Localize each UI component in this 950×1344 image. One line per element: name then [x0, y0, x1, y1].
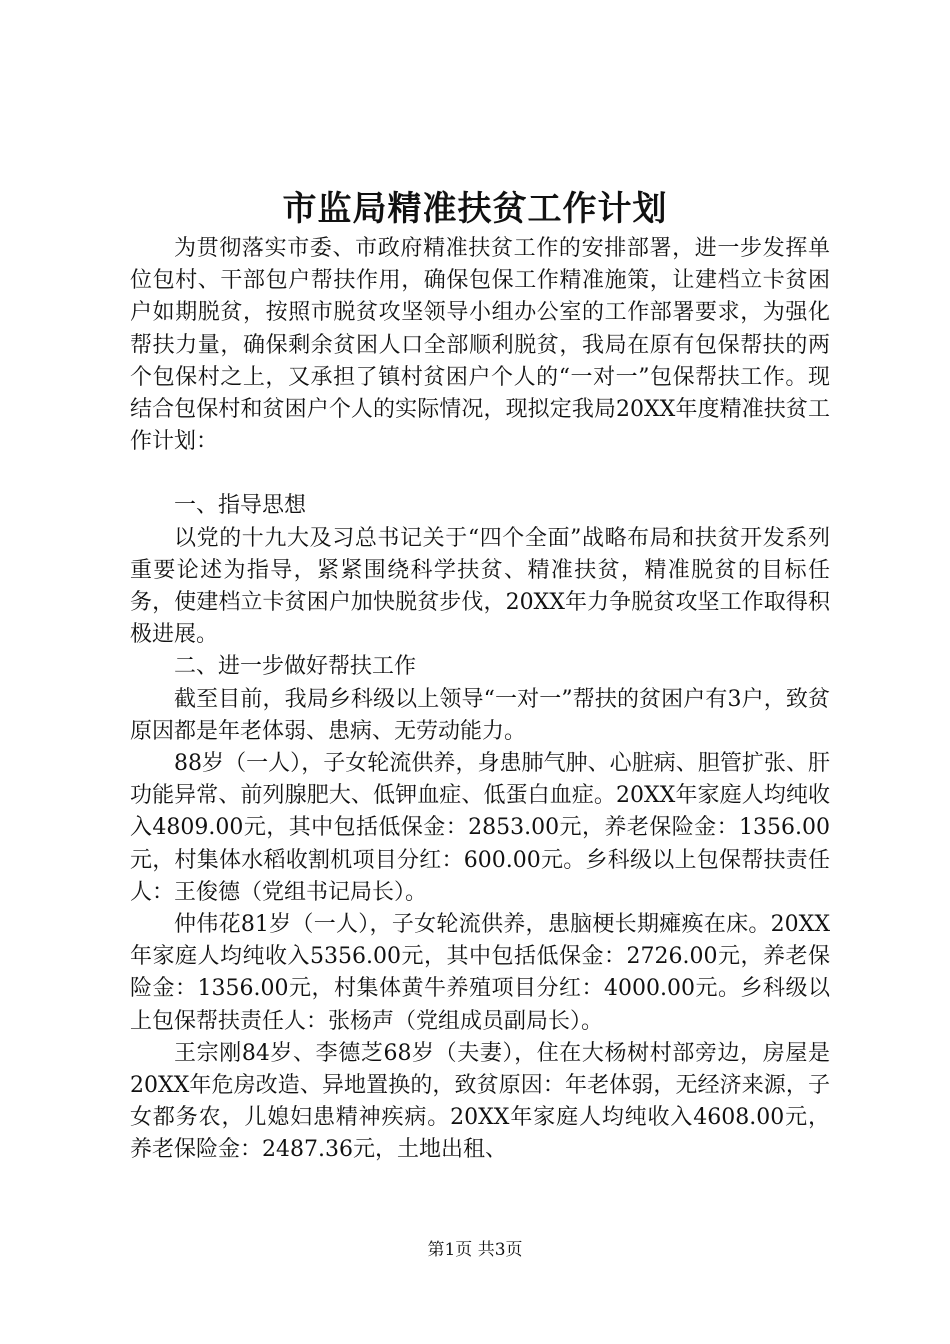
intro-paragraph: 为贯彻落实市委、市政府精准扶贫工作的安排部署，进一步发挥单位包村、干部包户帮扶作用，确保包保工作精准施策，让建档立卡贫困户如期脱贫，按照市脱贫攻坚领导小组办公室的工作部署要求，为强化帮扶力量，确保剩余贫困人口全部顺利脱贫，我局在原有包保帮扶的两个包保村之上，又承担了镇村贫困户个人的“一对一”包保帮扶工作。现结合包保村和贫困户个人的实际情况，现拟定我局20XX年度精准扶贫工作计划：: [130, 236, 830, 455]
page-footer: 第1页 共3页: [427, 1240, 523, 1260]
assistance-summary-paragraph: 截至目前，我局乡科级以上领导“一对一”帮扶的贫困户有3户，致贫原因都是年老体弱、患病、无劳动能力。: [130, 686, 830, 744]
household-paragraph-3: 王宗刚84岁、李德芝68岁（夫妻），住在大杨树村部旁边，房屋是20XX年危房改造、异地置换的，致贫原因：年老体弱，无经济来源，子女都务农，儿媳妇患精神疾病。20XX年家庭人均纯收入4608.00元，养老保险金：2487.36元，土地出租、: [130, 1040, 830, 1163]
household-paragraph-2: 仲伟花81岁（一人），子女轮流供养，患脑梗长期瘫痪在床。20XX年家庭人均纯收入5356.00元，其中包括低保金：2726.00元，养老保险金：1356.00元，村集体黄牛养殖项目分红：4000.00元。乡科级以上包保帮扶责任人：张杨声（党组成员副局长）。: [130, 912, 830, 1034]
household-paragraph-1: 88岁（一人），子女轮流供养，身患肺气肿、心脏病、胆管扩张、肝功能异常、前列腺肥大、低钾血症、低蛋白血症。20XX年家庭人均纯收入4809.00元，其中包括低保金：2853.00元，养老保险金：1356.00元，村集体水稻收割机项目分红：600.00元。乡科级以上包保帮扶责任人：王俊德（党组书记局长）。: [130, 751, 830, 905]
section-heading-assistance-work: 二、进一步做好帮扶工作: [174, 654, 417, 680]
document-body: [130, 233, 830, 1167]
guiding-ideology-paragraph: 以党的十九大及习总书记关于“四个全面”战略布局和扶贫开发系列重要论述为指导，紧紧围绕科学扶贫、精准扶贫，精准脱贫的目标任务，使建档立卡贫困户加快脱贫步伐，20XX年力争脱贫攻坚工作取得积极进展。: [130, 525, 830, 648]
section-heading-guiding-ideology: 一、指导思想: [174, 493, 307, 519]
document-title: 市监局精准扶贫工作计划: [282, 189, 668, 229]
